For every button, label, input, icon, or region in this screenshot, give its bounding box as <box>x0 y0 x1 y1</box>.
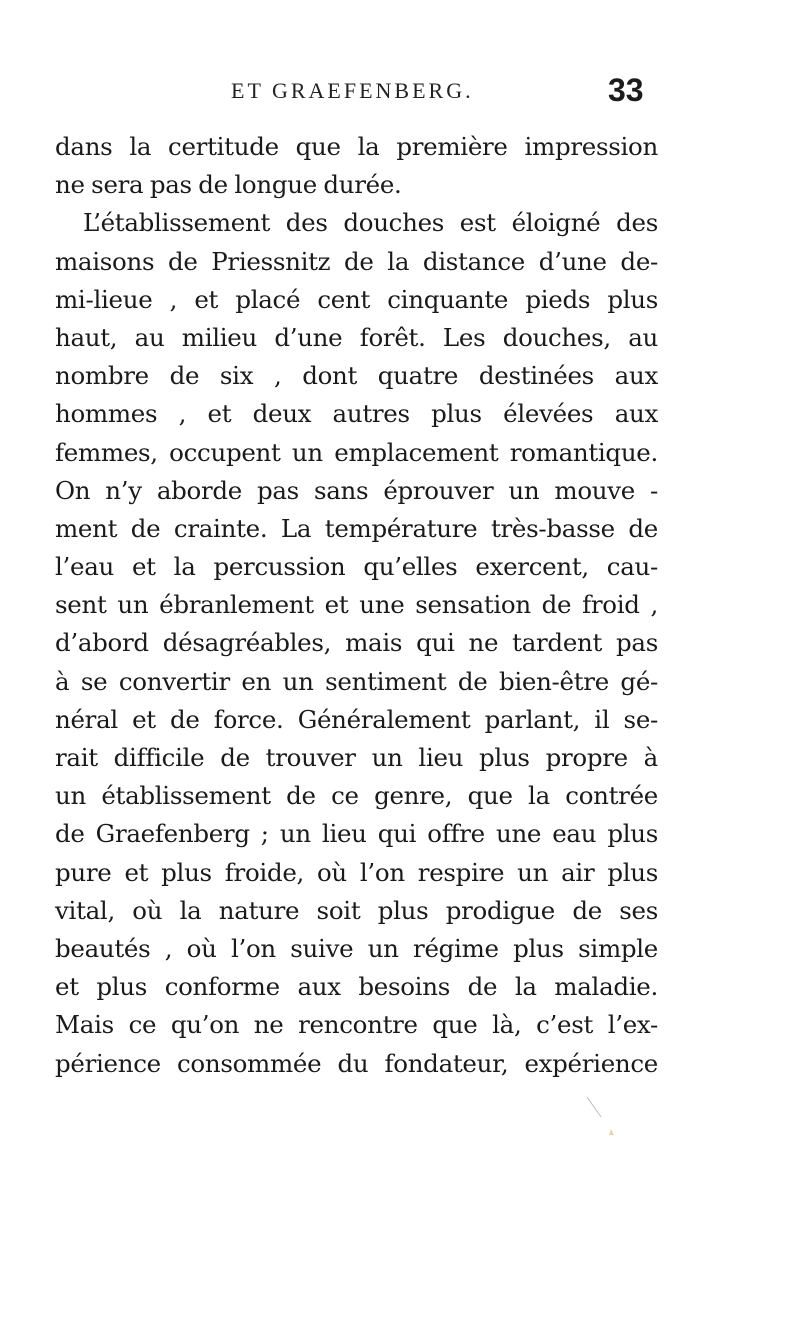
text-line: hommes , et deux autres plus élevées aux <box>55 399 658 429</box>
text-line: et plus conforme aux besoins de la maladie. <box>55 972 658 1002</box>
text-line: pure et plus froide, où l’on respire un air plus <box>55 857 658 887</box>
text-line: néral et de force. Généralement parlant, il se- <box>55 704 658 734</box>
text-line: nombre de six , dont quatre destinées aux <box>55 361 658 391</box>
page-header <box>0 74 801 114</box>
text-line: vital, où la nature soit plus prodigue de ses <box>55 895 658 925</box>
text-line: beautés , où l’on suive un régime plus simple <box>55 933 658 963</box>
text-line: à se convertir en un sentiment de bien-être gé- <box>55 666 658 696</box>
text-line: un établissement de ce genre, que la contrée <box>55 781 658 811</box>
text-line: ment de crainte. La température très-basse de <box>55 513 658 543</box>
text-line: sent un ébranlement et une sensation de froid , <box>55 590 658 620</box>
text-line: haut, au milieu d’une forêt. Les douches, au <box>55 322 658 352</box>
running-head: ET GRAEFENBERG. <box>231 78 474 103</box>
text-line: de Graefenberg ; un lieu qui offre une eau plus <box>55 819 658 849</box>
text-line: rait difficile de trouver un lieu plus propre à <box>55 743 658 772</box>
page-number: 33 <box>608 72 644 108</box>
text-line: On n’y aborde pas sans éprouver un mouve - <box>55 475 658 505</box>
text-line: mi-lieue , et placé cent cinquante pieds plus <box>55 284 658 314</box>
text-line: femmes, occupent un emplacement romantique. <box>55 437 658 467</box>
text-line: L’établissement des douches est éloigné des <box>83 208 658 238</box>
body-text <box>55 128 658 1083</box>
text-line: l’eau et la percussion qu’elles exercent, cau- <box>55 552 658 582</box>
scan-mark <box>585 1095 625 1135</box>
text-line: d’abord désagréables, mais qui ne tardent pas <box>55 628 658 658</box>
text-line: maisons de Priessnitz de la distance d’une de- <box>55 246 658 276</box>
text-line: Mais ce qu’on ne rencontre que là, c’est l’ex- <box>55 1010 658 1040</box>
text-line: dans la certitude que la première impression <box>55 132 658 161</box>
text-line: ne sera pas de longue durée. <box>55 170 402 200</box>
text-line: périence consommée du fondateur, expérience <box>55 1048 658 1078</box>
